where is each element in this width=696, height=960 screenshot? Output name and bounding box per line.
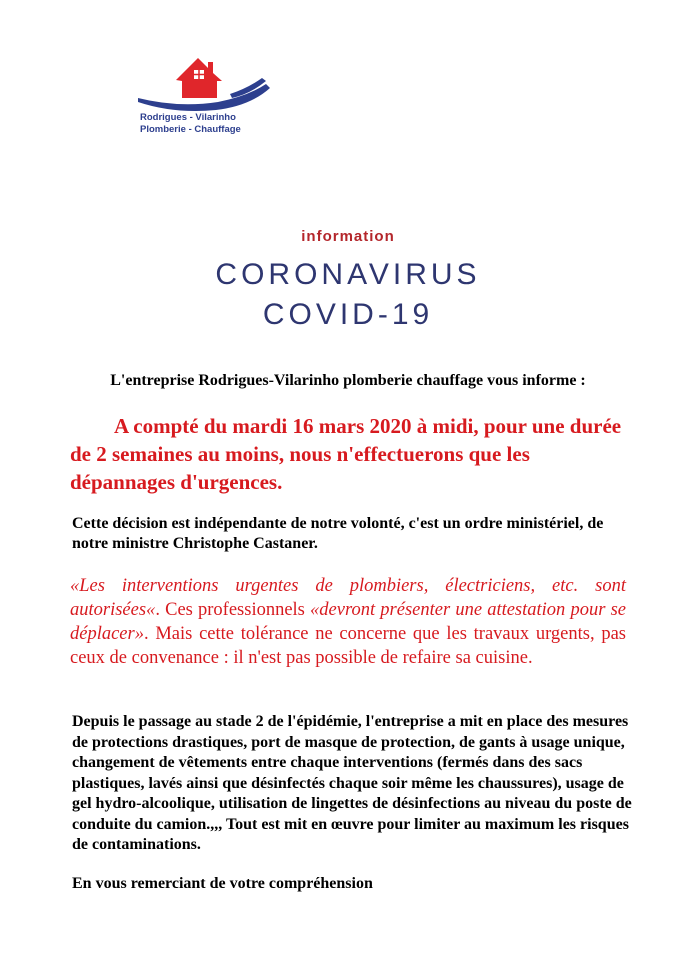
house-hand-icon — [138, 48, 280, 112]
lead-text: L'entreprise Rodrigues-Vilarinho plomberie chauffage vous informe : — [110, 372, 586, 389]
quote-part-1: «Les interventions urgentes de plombiers, électriciens, etc. sont autorisées« — [70, 576, 626, 620]
info-label: information — [301, 228, 395, 245]
quote-part-2: «devront présenter une attestation pour se déplacer» — [70, 600, 626, 644]
company-logo — [138, 48, 280, 140]
headline-line-1: CORONAVIRUS — [215, 258, 481, 291]
announcement-text: A compté du mardi 16 mars 2020 à midi, pour une durée de 2 semaines au moins, nous n'effectuerons que les dépannages d'urgences. — [70, 414, 622, 494]
measures-paragraph: Depuis le passage au stade 2 de l'épidémie, l'entreprise a mit en place des mesures de protections drastiques, port de masque de protection, de gants à usage unique, changement de vêtements entre chaque interventions (fermés dans des sacs plastiques, lavés ainsi que désinfectés chaque soir même les chaussures), usage de gel hydro-alcoolique, utilisation de lingettes de désinfections au niveau du poste de conduite du camion.,,, Tout est mit en œuvre pour limiter au maximum les risques de contaminations. — [72, 713, 632, 853]
quote-text-2: . Mais cette tolérance ne concerne que les travaux urgents, pas ceux de convenance : il n'est pas possible de refaire sa cuisine. — [70, 624, 626, 668]
logo-line-1: Rodrigues - Vilarinho — [140, 112, 236, 123]
quote-paragraph — [70, 574, 626, 670]
logo-text — [140, 112, 282, 136]
quote-text-1: . Ces professionnels — [155, 600, 311, 620]
decision-paragraph: Cette décision est indépendante de notre volonté, c'est un ordre ministériel, de notre ministre Christophe Castaner. — [72, 515, 604, 552]
closing-text: En vous remerciant de votre compréhension — [72, 875, 373, 892]
logo-line-2: Plomberie - Chauffage — [140, 124, 241, 135]
headline-line-2: COVID-19 — [262, 298, 434, 331]
